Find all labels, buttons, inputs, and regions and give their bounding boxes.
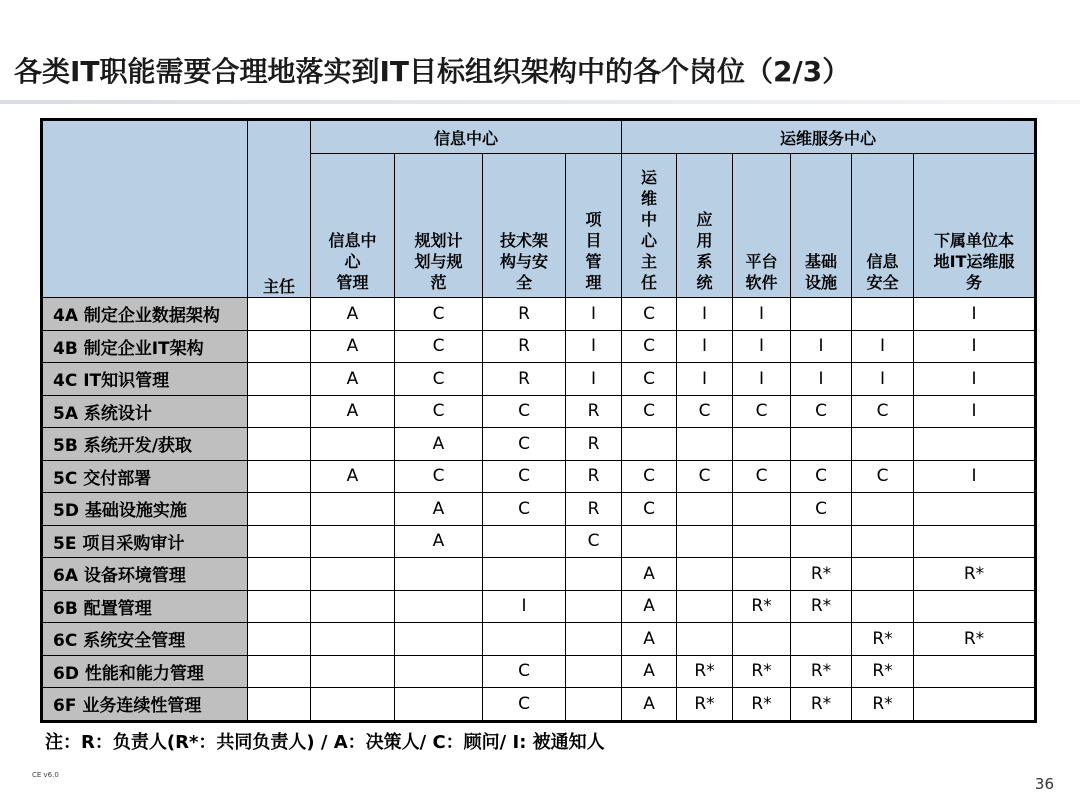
role-header: [733, 154, 791, 298]
raci-cell: [733, 493, 791, 526]
group-header-ops-center: 运维服务中心: [622, 120, 1036, 154]
raci-cell: [791, 428, 852, 461]
raci-cell: C: [566, 525, 622, 558]
raci-cell: R*: [852, 688, 914, 722]
group-header-info-center: 信息中心: [311, 120, 622, 154]
task-label: 5B 系统开发/获取: [42, 428, 248, 461]
table-row: [42, 363, 1036, 396]
raci-cell: [311, 525, 395, 558]
raci-cell: C: [733, 460, 791, 493]
task-label: 6D 性能和能力管理: [42, 655, 248, 688]
version-label: CE v6.0: [32, 771, 59, 779]
raci-cell: A: [622, 623, 677, 656]
task-label: 6C 系统安全管理: [42, 623, 248, 656]
role-header: [248, 120, 311, 298]
raci-cell: [622, 428, 677, 461]
raci-cell: [248, 688, 311, 722]
raci-cell: C: [852, 460, 914, 493]
raci-cell: C: [483, 428, 566, 461]
raci-cell: R: [483, 330, 566, 363]
raci-cell: C: [791, 395, 852, 428]
raci-cell: R: [483, 363, 566, 396]
raci-cell: I: [483, 590, 566, 623]
raci-cell: [311, 623, 395, 656]
raci-cell: [395, 558, 483, 591]
raci-cell: [914, 655, 1036, 688]
raci-cell: [248, 655, 311, 688]
raci-cell: C: [483, 688, 566, 722]
raci-cell: R*: [733, 590, 791, 623]
raci-cell: [483, 525, 566, 558]
table-row: [42, 330, 1036, 363]
task-label: 5C 交付部署: [42, 460, 248, 493]
raci-cell: C: [622, 330, 677, 363]
raci-cell: A: [622, 558, 677, 591]
raci-cell: C: [483, 655, 566, 688]
page-number: 36: [1034, 775, 1054, 793]
table-row: [42, 493, 1036, 526]
raci-cell: R: [566, 428, 622, 461]
table-row: [42, 623, 1036, 656]
raci-cell: I: [566, 330, 622, 363]
role-header: [791, 154, 852, 298]
task-label: 4C IT知识管理: [42, 363, 248, 396]
raci-cell: [311, 428, 395, 461]
raci-cell: [622, 525, 677, 558]
raci-cell: A: [311, 460, 395, 493]
raci-cell: C: [395, 330, 483, 363]
raci-cell: R: [483, 298, 566, 331]
task-label: 4B 制定企业IT架构: [42, 330, 248, 363]
task-label: 5E 项目采购审计: [42, 525, 248, 558]
raci-cell: [311, 493, 395, 526]
role-header-label: 下属单位本 地IT运维服 务: [933, 231, 1015, 292]
raci-cell: C: [791, 493, 852, 526]
raci-cell: R*: [677, 688, 733, 722]
raci-cell: A: [622, 655, 677, 688]
raci-cell: C: [395, 460, 483, 493]
task-label: 6B 配置管理: [42, 590, 248, 623]
raci-cell: [483, 558, 566, 591]
raci-cell: I: [852, 363, 914, 396]
raci-cell: C: [677, 395, 733, 428]
raci-cell: R*: [791, 655, 852, 688]
raci-cell: I: [852, 330, 914, 363]
raci-cell: I: [677, 330, 733, 363]
raci-cell: [852, 558, 914, 591]
table-row: [42, 395, 1036, 428]
raci-cell: C: [733, 395, 791, 428]
raci-cell: A: [622, 590, 677, 623]
role-header: [852, 154, 914, 298]
raci-cell: [311, 558, 395, 591]
raci-cell: [248, 298, 311, 331]
raci-cell: [248, 428, 311, 461]
role-header-label: 基础 设施: [805, 252, 838, 292]
role-header: [566, 154, 622, 298]
task-label: 5A 系统设计: [42, 395, 248, 428]
raci-cell: C: [622, 298, 677, 331]
raci-cell: [677, 558, 733, 591]
raci-cell: I: [733, 298, 791, 331]
raci-cell: [914, 428, 1036, 461]
raci-cell: [791, 298, 852, 331]
raci-cell: I: [566, 298, 622, 331]
header-corner-cell: [42, 120, 248, 298]
raci-cell: I: [914, 298, 1036, 331]
task-label: 6A 设备环境管理: [42, 558, 248, 591]
raci-cell: R*: [677, 655, 733, 688]
raci-cell: C: [395, 363, 483, 396]
raci-cell: A: [311, 330, 395, 363]
raci-cell: A: [311, 298, 395, 331]
raci-cell: [311, 655, 395, 688]
raci-cell: C: [622, 363, 677, 396]
raci-cell: [395, 623, 483, 656]
raci-cell: [677, 623, 733, 656]
table-row: [42, 428, 1036, 461]
raci-cell: I: [791, 363, 852, 396]
raci-cell: R*: [914, 558, 1036, 591]
role-header-label: 信息中 心 管理: [328, 231, 377, 292]
table-row: [42, 655, 1036, 688]
role-header-label: 主任: [262, 277, 295, 296]
task-label: 6F 业务连续性管理: [42, 688, 248, 722]
raci-cell: [566, 688, 622, 722]
raci-cell: A: [395, 493, 483, 526]
raci-cell: R: [566, 395, 622, 428]
raci-cell: C: [483, 493, 566, 526]
raci-cell: R*: [733, 688, 791, 722]
raci-cell: I: [733, 363, 791, 396]
table-row: [42, 558, 1036, 591]
raci-cell: [914, 590, 1036, 623]
raci-cell: [248, 558, 311, 591]
raci-cell: [733, 558, 791, 591]
raci-cell: I: [914, 460, 1036, 493]
raci-cell: [248, 363, 311, 396]
raci-cell: A: [395, 428, 483, 461]
raci-cell: I: [677, 298, 733, 331]
raci-cell: A: [622, 688, 677, 722]
raci-cell: I: [733, 330, 791, 363]
raci-cell: [677, 493, 733, 526]
raci-cell: [395, 688, 483, 722]
raci-cell: C: [677, 460, 733, 493]
raci-cell: [248, 330, 311, 363]
raci-cell: C: [395, 395, 483, 428]
raci-cell: C: [622, 460, 677, 493]
table-row: [42, 688, 1036, 722]
raci-cell: A: [311, 395, 395, 428]
role-header: [622, 154, 677, 298]
raci-cell: [677, 590, 733, 623]
raci-matrix-table: [40, 118, 1037, 723]
raci-cell: C: [483, 395, 566, 428]
role-header-label: 信息 安全: [866, 252, 899, 292]
raci-cell: [395, 590, 483, 623]
raci-cell: R: [566, 493, 622, 526]
role-header-label: 规划计 划与规 范: [414, 231, 463, 292]
raci-cell: [914, 688, 1036, 722]
raci-cell: I: [914, 363, 1036, 396]
raci-cell: [791, 623, 852, 656]
raci-cell: R*: [852, 623, 914, 656]
raci-cell: R*: [791, 688, 852, 722]
raci-cell: [248, 460, 311, 493]
raci-cell: [248, 395, 311, 428]
raci-cell: C: [622, 493, 677, 526]
raci-cell: I: [566, 363, 622, 396]
role-header-label: 技术架 构与安 全: [499, 231, 548, 292]
raci-cell: [566, 623, 622, 656]
raci-cell: [733, 623, 791, 656]
table-row: [42, 460, 1036, 493]
raci-cell: R*: [914, 623, 1036, 656]
role-header-label: 运 维 中 心 主 任: [641, 168, 658, 292]
raci-table-body: [42, 298, 1036, 722]
raci-cell: [914, 493, 1036, 526]
table-row: [42, 298, 1036, 331]
role-header: [395, 154, 483, 298]
raci-cell: I: [914, 330, 1036, 363]
raci-cell: [311, 590, 395, 623]
raci-cell: C: [395, 298, 483, 331]
role-header-label: 平台 软件: [745, 252, 778, 292]
raci-cell: [311, 688, 395, 722]
raci-cell: I: [677, 363, 733, 396]
page-title: 各类IT职能需要合理地落实到IT目标组织架构中的各个岗位（2/3）: [14, 55, 851, 88]
raci-cell: A: [311, 363, 395, 396]
raci-cell: [483, 623, 566, 656]
raci-cell: [248, 623, 311, 656]
raci-cell: I: [791, 330, 852, 363]
raci-cell: R*: [852, 655, 914, 688]
raci-cell: [566, 655, 622, 688]
role-header-label: 项 目 管 理: [585, 210, 602, 292]
table-row: [42, 590, 1036, 623]
role-header-label: 应 用 系 统: [696, 210, 713, 292]
raci-cell: C: [852, 395, 914, 428]
task-label: 4A 制定企业数据架构: [42, 298, 248, 331]
task-label: 5D 基础设施实施: [42, 493, 248, 526]
raci-cell: [248, 493, 311, 526]
raci-cell: [852, 428, 914, 461]
raci-cell: [248, 590, 311, 623]
raci-cell: R*: [791, 590, 852, 623]
raci-cell: [566, 590, 622, 623]
raci-cell: C: [622, 395, 677, 428]
raci-cell: [791, 525, 852, 558]
role-header: [914, 154, 1036, 298]
raci-cell: [733, 428, 791, 461]
raci-cell: A: [395, 525, 483, 558]
raci-cell: [733, 525, 791, 558]
raci-cell: [852, 298, 914, 331]
raci-cell: I: [914, 395, 1036, 428]
table-row: [42, 525, 1036, 558]
raci-cell: [852, 493, 914, 526]
legend-note: 注：R：负责人(R*：共同负责人) / A：决策人/ C：顾问/ I: 被通知人: [45, 732, 605, 753]
raci-cell: [852, 590, 914, 623]
role-header: [311, 154, 395, 298]
raci-cell: C: [791, 460, 852, 493]
raci-cell: [566, 558, 622, 591]
raci-cell: R*: [791, 558, 852, 591]
raci-cell: [852, 525, 914, 558]
title-divider: [0, 100, 1080, 104]
raci-cell: [914, 525, 1036, 558]
raci-cell: [677, 525, 733, 558]
raci-cell: [248, 525, 311, 558]
role-header: [677, 154, 733, 298]
raci-cell: [395, 655, 483, 688]
role-header: [483, 154, 566, 298]
raci-cell: [677, 428, 733, 461]
raci-cell: C: [483, 460, 566, 493]
raci-cell: R*: [733, 655, 791, 688]
raci-cell: R: [566, 460, 622, 493]
